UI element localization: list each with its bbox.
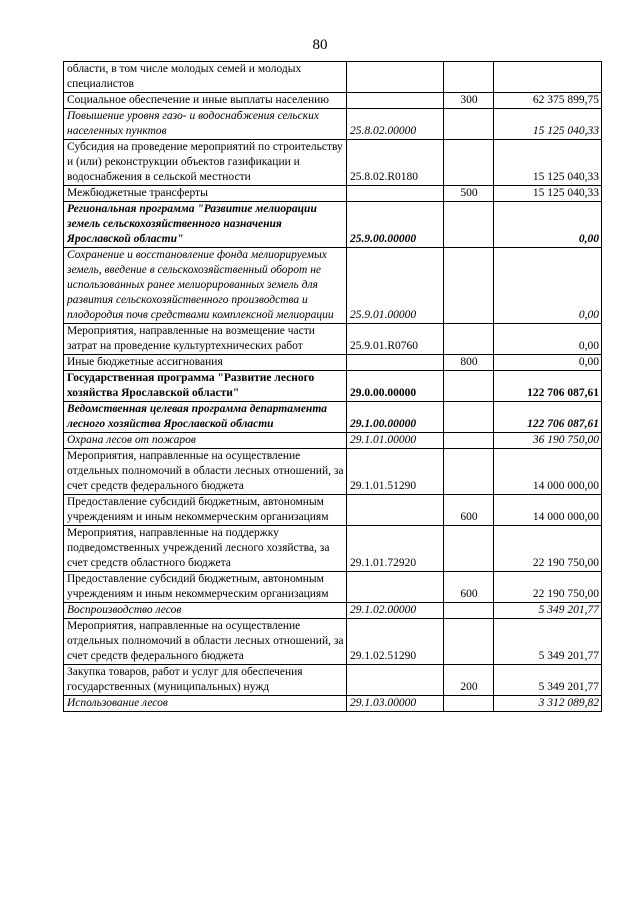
table-row: [64, 324, 602, 355]
table-row: [64, 572, 602, 603]
amount: 15 125 040,33: [494, 140, 602, 186]
table-row: [64, 603, 602, 619]
item-name: Мероприятия, направленные на поддержку подведомственных учреждений лесного хозяйства, за счет средств областного бюджета: [64, 526, 347, 572]
target-code: 25.9.01.00000: [347, 248, 444, 324]
table-row: [64, 140, 602, 186]
item-name: Воспроизводство лесов: [64, 603, 347, 619]
item-name: Предоставление субсидий бюджетным, автономным учреждениям и иным некоммерческим организациям: [64, 495, 347, 526]
item-name: Субсидия на проведение мероприятий по строительству и (или) реконструкции объектов газификации и водоснабжения в сельской местности: [64, 140, 347, 186]
table-row: [64, 62, 602, 93]
target-code: 29.1.02.00000: [347, 603, 444, 619]
expense-type: 500: [444, 186, 494, 202]
target-code: [347, 62, 444, 93]
target-code: 25.8.02.R0180: [347, 140, 444, 186]
target-code: 25.9.01.R0760: [347, 324, 444, 355]
table-row: [64, 433, 602, 449]
expense-type: [444, 324, 494, 355]
amount: 3 312 089,82: [494, 696, 602, 712]
target-code: [347, 93, 444, 109]
page-number: 80: [312, 37, 328, 53]
amount: 5 349 201,77: [494, 603, 602, 619]
table-row: [64, 109, 602, 140]
table-row: [64, 449, 602, 495]
amount: 0,00: [494, 202, 602, 248]
expense-type: 800: [444, 355, 494, 371]
amount: 5 349 201,77: [494, 619, 602, 665]
amount: 122 706 087,61: [494, 402, 602, 433]
expense-type: 600: [444, 572, 494, 603]
table-row: [64, 186, 602, 202]
table-row: [64, 619, 602, 665]
expense-type: [444, 109, 494, 140]
amount: 15 125 040,33: [494, 186, 602, 202]
expense-type: 300: [444, 93, 494, 109]
expense-type: [444, 62, 494, 93]
amount: 62 375 899,75: [494, 93, 602, 109]
item-name: Мероприятия, направленные на возмещение части затрат на проведение культуртехнических работ: [64, 324, 347, 355]
target-code: [347, 355, 444, 371]
item-name: Охрана лесов от пожаров: [64, 433, 347, 449]
expense-type: [444, 526, 494, 572]
item-name: Иные бюджетные ассигнования: [64, 355, 347, 371]
target-code: 29.1.02.51290: [347, 619, 444, 665]
amount: 22 190 750,00: [494, 572, 602, 603]
expense-type: [444, 619, 494, 665]
amount: 5 349 201,77: [494, 665, 602, 696]
expense-type: [444, 202, 494, 248]
item-name: Мероприятия, направленные на осуществление отдельных полномочий в области лесных отношений, за счет средств федерального бюджета: [64, 619, 347, 665]
expense-type: [444, 696, 494, 712]
target-code: 29.1.03.00000: [347, 696, 444, 712]
item-name: Повышение уровня газо- и водоснабжения сельских населенных пунктов: [64, 109, 347, 140]
table-row: [64, 355, 602, 371]
amount: 0,00: [494, 324, 602, 355]
expense-type: [444, 449, 494, 495]
item-name: Ведомственная целевая программа департамента лесного хозяйства Ярославской области: [64, 402, 347, 433]
table-row: [64, 665, 602, 696]
expense-type: 200: [444, 665, 494, 696]
expense-type: [444, 248, 494, 324]
target-code: 29.1.01.72920: [347, 526, 444, 572]
expense-type: [444, 371, 494, 402]
target-code: [347, 495, 444, 526]
item-name: области, в том числе молодых семей и молодых специалистов: [64, 62, 347, 93]
target-code: 25.8.02.00000: [347, 109, 444, 140]
table-row: [64, 402, 602, 433]
target-code: 29.1.01.51290: [347, 449, 444, 495]
item-name: Сохранение и восстановление фонда мелиорируемых земель, введение в сельскохозяйственный оборот не использованных ранее мелиорированных земель для развития сельскохозяйственного производства и плодородия почв средствами комплексной мелиорации: [64, 248, 347, 324]
table-row: [64, 526, 602, 572]
target-code: [347, 572, 444, 603]
expense-type: [444, 603, 494, 619]
item-name: Закупка товаров, работ и услуг для обеспечения государственных (муниципальных) нужд: [64, 665, 347, 696]
table-row: [64, 248, 602, 324]
target-code: 29.0.00.00000: [347, 371, 444, 402]
item-name: Социальное обеспечение и иные выплаты населению: [64, 93, 347, 109]
amount: 14 000 000,00: [494, 495, 602, 526]
expense-type: [444, 433, 494, 449]
target-code: 25.9.00.00000: [347, 202, 444, 248]
table-row: [64, 202, 602, 248]
item-name: Межбюджетные трансферты: [64, 186, 347, 202]
item-name: Региональная программа "Развитие мелиорации земель сельскохозяйственного назначения Ярославской области": [64, 202, 347, 248]
budget-table: [63, 61, 602, 712]
target-code: [347, 186, 444, 202]
item-name: Предоставление субсидий бюджетным, автономным учреждениям и иным некоммерческим организациям: [64, 572, 347, 603]
expense-type: [444, 140, 494, 186]
amount: 14 000 000,00: [494, 449, 602, 495]
item-name: Использование лесов: [64, 696, 347, 712]
amount: 15 125 040,33: [494, 109, 602, 140]
item-name: Мероприятия, направленные на осуществление отдельных полномочий в области лесных отношений, за счет средств федерального бюджета: [64, 449, 347, 495]
table-row: [64, 93, 602, 109]
item-name: Государственная программа "Развитие лесного хозяйства Ярославской области": [64, 371, 347, 402]
target-code: 29.1.00.00000: [347, 402, 444, 433]
amount: [494, 62, 602, 93]
table-row: [64, 371, 602, 402]
expense-type: 600: [444, 495, 494, 526]
amount: 22 190 750,00: [494, 526, 602, 572]
amount: 0,00: [494, 355, 602, 371]
expense-type: [444, 402, 494, 433]
target-code: [347, 665, 444, 696]
amount: 122 706 087,61: [494, 371, 602, 402]
table-row: [64, 495, 602, 526]
amount: 0,00: [494, 248, 602, 324]
table-row: [64, 696, 602, 712]
target-code: 29.1.01.00000: [347, 433, 444, 449]
amount: 36 190 750,00: [494, 433, 602, 449]
